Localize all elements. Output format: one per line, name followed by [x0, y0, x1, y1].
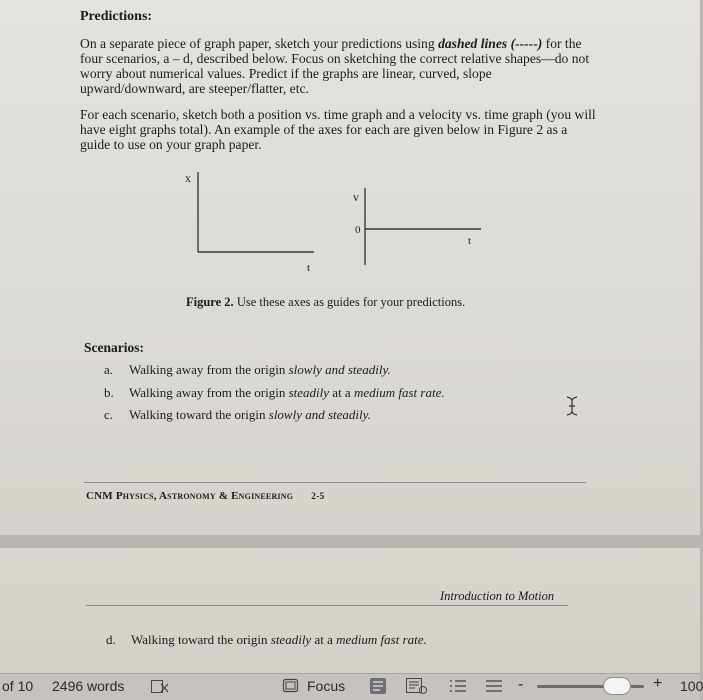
status-bar [0, 673, 703, 700]
scenario-d-letter: d. [106, 632, 116, 647]
intro-emphasis: dashed lines (-----) [438, 36, 543, 51]
scenario-c-emphasis: slowly and steadily. [268, 407, 371, 422]
intro-text-start: On a separate piece of graph paper, sketch your predictions using [80, 36, 439, 51]
intro-paragraph [80, 36, 600, 96]
document-page-2 [0, 548, 700, 673]
velocity-origin-label: 0 [355, 224, 361, 236]
proofing-icon[interactable] [151, 680, 169, 694]
footer-publisher-text: CNM Physics, Astronomy & Engineering [86, 490, 294, 502]
focus-icon [283, 679, 299, 693]
print-layout-icon[interactable] [370, 678, 386, 694]
scenario-b-emphasis: steadily [288, 385, 330, 400]
velocity-axis-t-label: t [468, 235, 472, 247]
zoom-slider-thumb[interactable] [603, 677, 631, 695]
zoom-out-button[interactable]: - [518, 676, 524, 693]
focus-button[interactable] [283, 676, 349, 696]
velocity-time-axes [340, 183, 500, 273]
scenario-d-emphasis-2: medium fast rate. [336, 632, 427, 647]
footer-rule [84, 482, 586, 483]
scenario-b-emphasis-2: medium fast rate. [353, 385, 445, 400]
scenario-d [106, 632, 427, 647]
footer-publisher [86, 489, 324, 505]
figure-caption-text: Use these axes as guides for your predictions. [233, 295, 466, 309]
scenario-a-letter: a. [104, 362, 114, 377]
outline-view-icon[interactable] [450, 679, 466, 693]
scenario-b-text: Walking away from the origin [129, 385, 289, 400]
page-header-title: Introduction to Motion [440, 589, 555, 603]
scenarios-heading: Scenarios: [84, 340, 144, 355]
intro-text-end: for the four scenarios, a – d, described below. Focus on sketching the correct relative shapes—do not worry about numerical values. Predict if the graphs are linear, curved, slope upward/downward, are steeper/flatter, etc. [80, 36, 590, 96]
zoom-in-button[interactable]: + [653, 675, 663, 692]
velocity-axis-v-label: v [353, 190, 359, 204]
page-count[interactable]: of 10 [2, 678, 34, 694]
scenario-c-letter: c. [104, 407, 114, 422]
header-rule [86, 605, 568, 606]
text-cursor-icon [566, 396, 578, 416]
scenario-b-text-mid: at a [329, 385, 354, 400]
scenario-a [104, 362, 391, 377]
scenario-b [104, 385, 445, 400]
figure-caption [186, 295, 465, 310]
footer-page-number: 2-5 [311, 492, 325, 502]
position-axis-x-label: x [185, 171, 191, 185]
web-layout-icon[interactable] [406, 678, 428, 694]
word-count[interactable]: 2496 words [52, 678, 125, 694]
predictions-heading: Predictions: [80, 9, 153, 24]
instructions-paragraph: For each scenario, sketch both a position vs. time graph and a velocity vs. time graph (you will have eight graphs total). An example of the axes for each are given below in Figure 2 as a guide to use on your graph paper. [80, 107, 596, 152]
position-time-axes [180, 168, 320, 276]
scenario-b-letter: b. [104, 385, 114, 400]
draft-view-icon[interactable] [486, 679, 502, 693]
scenario-c [104, 407, 371, 422]
zoom-level[interactable]: 100 [680, 678, 703, 694]
focus-label: Focus [307, 678, 346, 694]
figure-caption-label: Figure 2. [186, 295, 234, 309]
scenario-d-text-mid: at a [311, 632, 337, 647]
scenario-a-emphasis: slowly and steadily. [288, 362, 391, 377]
scenario-c-text: Walking toward the origin [129, 407, 269, 422]
scenario-d-emphasis: steadily [270, 632, 312, 647]
scenario-a-text: Walking away from the origin [129, 362, 289, 377]
scenario-d-text: Walking toward the origin [131, 632, 271, 647]
position-axis-t-label: t [307, 262, 311, 274]
